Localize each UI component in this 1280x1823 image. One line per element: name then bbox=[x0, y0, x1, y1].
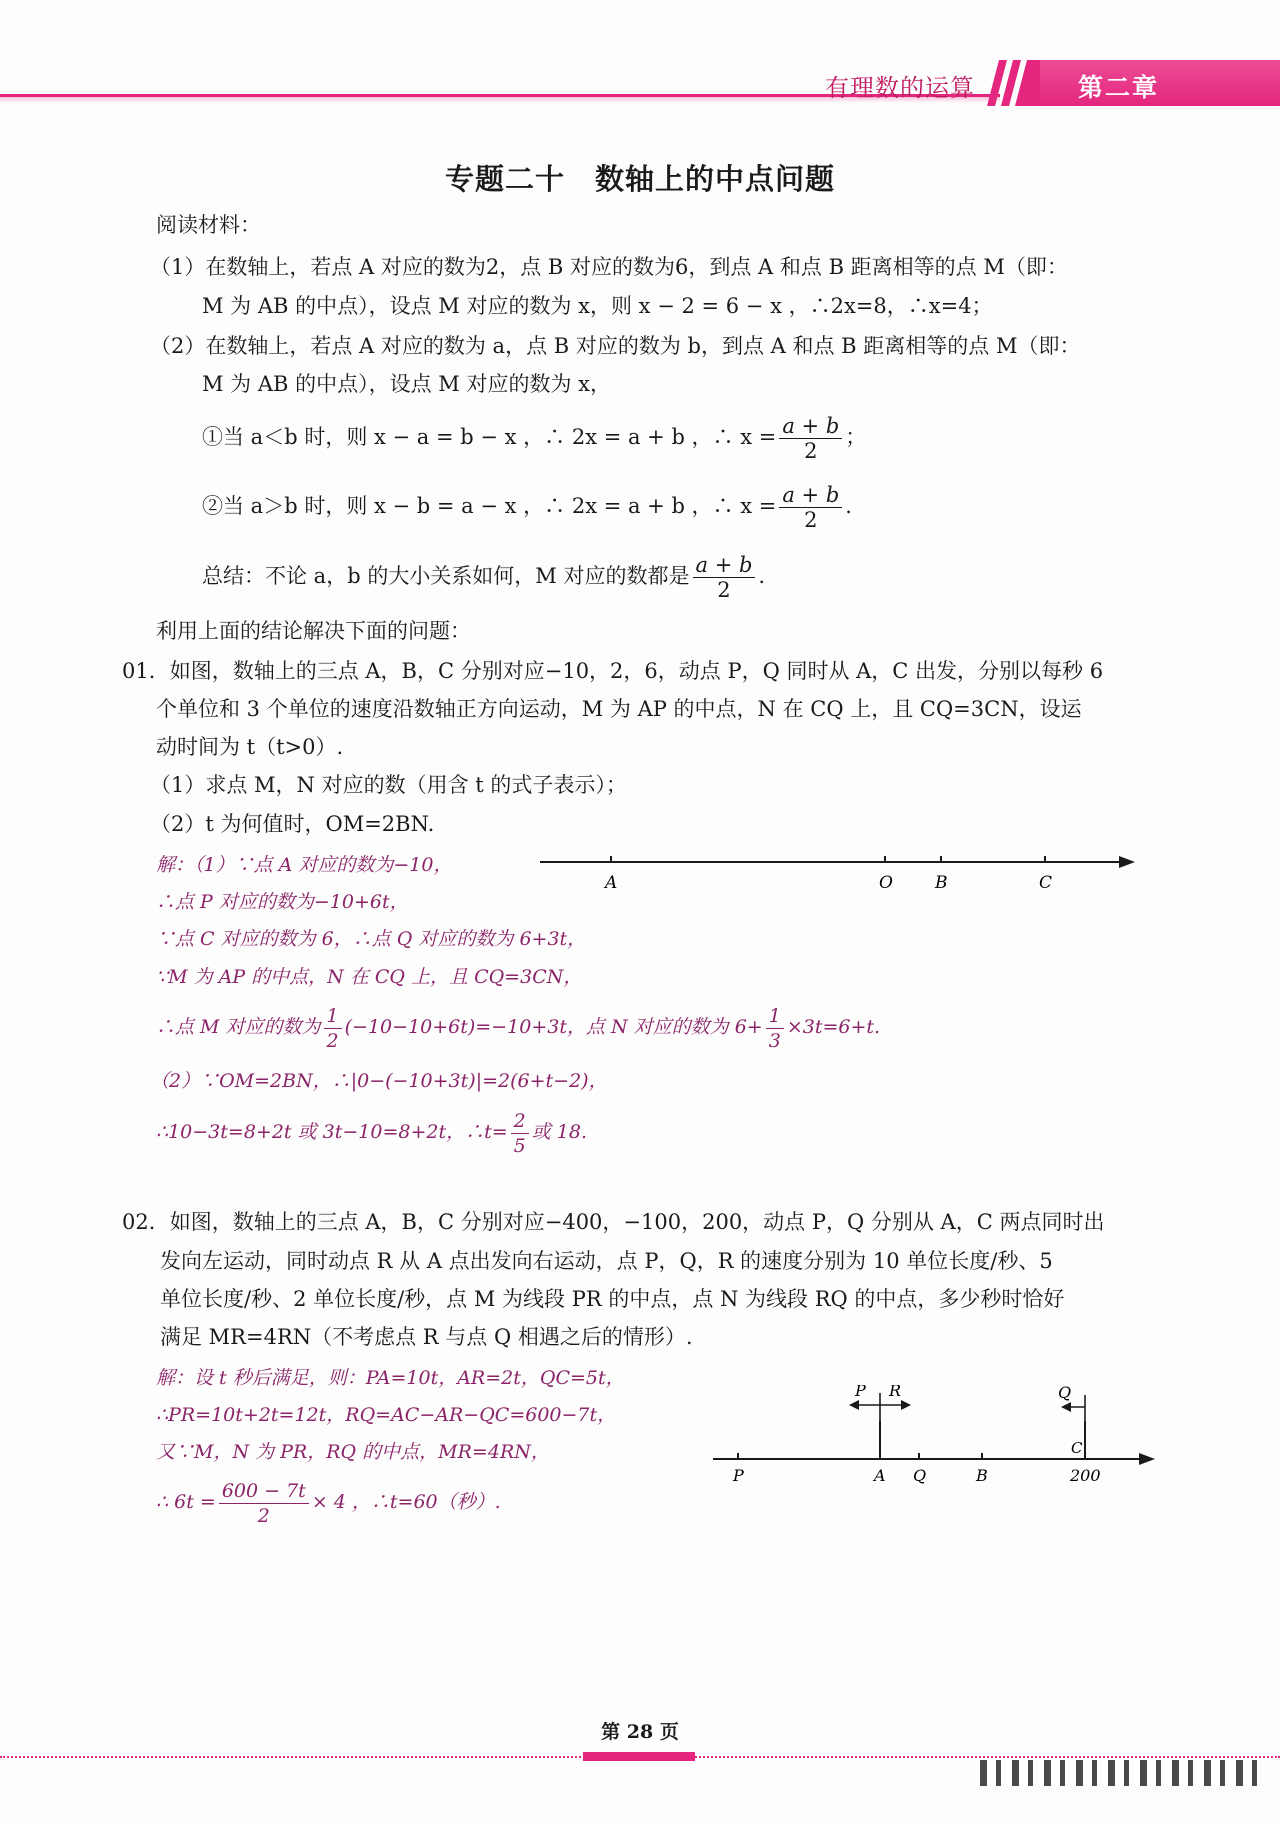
q1-sol6: （2）∵OM=2BN，∴|0−(−10+3t)|=2(6+t−2)， bbox=[150, 1070, 608, 1092]
q1-line1: 01．如图，数轴上的三点 A，B，C 分别对应−10，2，6，动点 P，Q 同时从 A，C 出发，分别以每秒 6 bbox=[122, 659, 1104, 683]
q2-arrow-label-p: P bbox=[855, 1385, 866, 1400]
header-chapter-label: 第二章 bbox=[1078, 73, 1160, 102]
q2-sol1: 解：设 t 秒后满足，则：PA=10t，AR=2t，QC=5t， bbox=[156, 1367, 625, 1389]
reading-label: 阅读材料： bbox=[156, 213, 261, 237]
q1-sol5-b: (−10−10+6t)=−10+3t，点 N 对应的数为 6+ bbox=[344, 1016, 763, 1038]
reading-p1-line2: M 为 AB 的中点），设点 M 对应的数为 x，则 x − 2 = 6 − x ，∴2x=8，∴x=4； bbox=[202, 294, 993, 318]
reading-p2-line2: M 为 AB 的中点），设点 M 对应的数为 x， bbox=[202, 372, 611, 396]
case2-frac-num: a + b bbox=[779, 483, 842, 508]
summary-frac-num: a + b bbox=[693, 553, 756, 578]
summary-text: 总结：不论 a，b 的大小关系如何，M 对应的数都是 bbox=[202, 564, 690, 588]
case2-frac-den: 2 bbox=[804, 508, 818, 532]
q2-line2: 发向左运动，同时动点 R 从 A 点出发向右运动，点 P，Q，R 的速度分别为 10 单位长度/秒、5 bbox=[160, 1249, 1053, 1273]
q1-sol7-a: ∴10−3t=8+2t 或 3t−10=8+2t，∴t= bbox=[156, 1121, 508, 1143]
footer-page-number: 第 28 页 bbox=[601, 1721, 679, 1743]
case1-text: ①当 a＜b 时，则 x − a = b − x ，∴ 2x = a + b ，∴ x = bbox=[202, 425, 777, 449]
summary-fraction bbox=[693, 553, 756, 602]
q2-axis-arrow-icon bbox=[1139, 1453, 1155, 1465]
q2-axis-label-c: C bbox=[1071, 1439, 1083, 1457]
q2-p-left-arrow-icon bbox=[849, 1400, 859, 1410]
header-chapter-tab bbox=[1040, 60, 1280, 106]
q2-axis-label-a: A bbox=[874, 1466, 886, 1485]
q2-arrow-label-q: Q bbox=[1058, 1385, 1072, 1402]
q1-sol7-frac-den: 5 bbox=[513, 1134, 526, 1157]
case1-frac-den: 2 bbox=[804, 439, 818, 463]
reading-summary bbox=[202, 552, 765, 602]
q1-sol5-frac1 bbox=[324, 1004, 342, 1053]
q2-sol2: ∴PR=10t+2t=12t，RQ=AC−AR−QC=600−7t， bbox=[156, 1404, 617, 1426]
q2-axis-label-b: B bbox=[976, 1466, 988, 1485]
header-stripes-icon bbox=[985, 60, 1045, 106]
q1-sol5-c: ×3t=6+t. bbox=[786, 1016, 881, 1038]
q2-sol4-frac bbox=[219, 1479, 309, 1528]
page-title: 专题二十 数轴上的中点问题 bbox=[444, 162, 835, 196]
q1-sol4: ∵M 为 AP 的中点，N 在 CQ 上，且 CQ=3CN， bbox=[156, 966, 583, 988]
q1-sol5-frac2 bbox=[766, 1004, 784, 1053]
reading-p1-line1: （1）在数轴上，若点 A 对应的数为2，点 B 对应的数为6，到点 A 和点 B 距离相等的点 M（即： bbox=[150, 255, 1068, 279]
q2-line1: 02．如图，数轴上的三点 A，B，C 分别对应−400，−100，200，动点 P，Q 分别从 A，C 两点同时出 bbox=[122, 1210, 1105, 1234]
q1-axis-label-o: O bbox=[879, 873, 893, 893]
q2-line3: 单位长度/秒、2 单位长度/秒，点 M 为线段 PR 的中点，点 N 为线段 RQ 的中点，多少秒时恰好 bbox=[160, 1287, 1065, 1311]
q1-sol7-frac bbox=[511, 1109, 529, 1158]
q1-sub1: （1）求点 M，N 对应的数（用含 t 的式子表示）； bbox=[150, 773, 627, 797]
q1-sol7-frac-num: 2 bbox=[511, 1109, 529, 1134]
q1-sol1: 解：（1）∵点 A 对应的数为−10， bbox=[156, 854, 453, 876]
case2-end: . bbox=[845, 494, 852, 518]
q2-sol4-frac-den: 2 bbox=[257, 1504, 270, 1527]
case2-fraction bbox=[779, 483, 842, 532]
q1-sol5 bbox=[156, 1003, 880, 1053]
q2-sol4-b: × 4 ，∴t=60（秒）. bbox=[311, 1491, 501, 1513]
q2-axis-label-p: P bbox=[733, 1466, 744, 1485]
case1-end: ； bbox=[845, 425, 867, 449]
q1-sol5-a: ∴点 M 对应的数为 bbox=[156, 1016, 321, 1038]
q2-q-left-arrow-icon bbox=[1061, 1402, 1071, 1412]
footer-stripes bbox=[980, 1760, 1260, 1786]
case2-text: ②当 a＞b 时，则 x − b = a − x ，∴ 2x = a + b ，∴ x = bbox=[202, 494, 777, 518]
q2-sol4 bbox=[156, 1478, 501, 1528]
header-section-title: 有理数的运算 bbox=[825, 74, 975, 102]
q2-arrow-label-r: R bbox=[889, 1385, 902, 1400]
q1-sol5-frac2-num: 1 bbox=[766, 1004, 784, 1029]
q1-line2: 个单位和 3 个单位的速度沿数轴正方向运动，M 为 AP 的中点，N 在 CQ 上，且 CQ=3CN，设运 bbox=[156, 697, 1082, 721]
summary-end: . bbox=[758, 564, 766, 588]
instruction: 利用上面的结论解决下面的问题： bbox=[156, 619, 471, 643]
q1-sub2: （2）t 为何值时，OM=2BN. bbox=[150, 812, 435, 836]
reading-p2-line1: （2）在数轴上，若点 A 对应的数为 a，点 B 对应的数为 b，到点 A 和点 B 距离相等的点 M（即： bbox=[150, 334, 1081, 358]
summary-frac-den: 2 bbox=[717, 578, 731, 602]
q2-sol4-a: ∴ 6t = bbox=[156, 1491, 216, 1513]
case1-fraction bbox=[779, 414, 842, 463]
q2-axis-label-200: 200 bbox=[1070, 1466, 1101, 1485]
q1-sol2: ∴点 P 对应的数为−10+6t， bbox=[156, 891, 409, 913]
reading-case2 bbox=[202, 482, 852, 532]
q1-axis-arrow-icon bbox=[1119, 856, 1135, 868]
q1-axis-label-b: B bbox=[935, 873, 948, 893]
q1-sol7-b: 或 18. bbox=[531, 1121, 588, 1143]
q1-number-line-figure bbox=[535, 848, 1140, 898]
q2-sol3: 又∵M，N 为 PR，RQ 的中点，MR=4RN， bbox=[156, 1441, 550, 1463]
q2-number-line-figure bbox=[705, 1385, 1160, 1490]
q1-sol5-frac1-den: 2 bbox=[326, 1029, 339, 1052]
q1-sol3: ∵点 C 对应的数为 6，∴点 Q 对应的数为 6+3t， bbox=[156, 928, 587, 950]
q1-sol5-frac2-den: 3 bbox=[768, 1029, 781, 1052]
q1-line3: 动时间为 t（t>0）. bbox=[156, 735, 344, 759]
q1-sol7 bbox=[156, 1108, 587, 1158]
reading-case1 bbox=[202, 413, 866, 463]
q1-axis-label-a: A bbox=[605, 873, 618, 893]
footer-accent-bar bbox=[583, 1752, 695, 1761]
case1-frac-num: a + b bbox=[779, 414, 842, 439]
q1-sol5-frac1-num: 1 bbox=[324, 1004, 342, 1029]
q2-r-right-arrow-icon bbox=[901, 1400, 911, 1410]
q2-axis-label-q: Q bbox=[913, 1466, 927, 1485]
q2-line4: 满足 MR=4RN（不考虑点 R 与点 Q 相遇之后的情形）. bbox=[160, 1325, 693, 1349]
q1-axis-label-c: C bbox=[1039, 873, 1053, 893]
q2-sol4-frac-num: 600 − 7t bbox=[219, 1479, 309, 1504]
